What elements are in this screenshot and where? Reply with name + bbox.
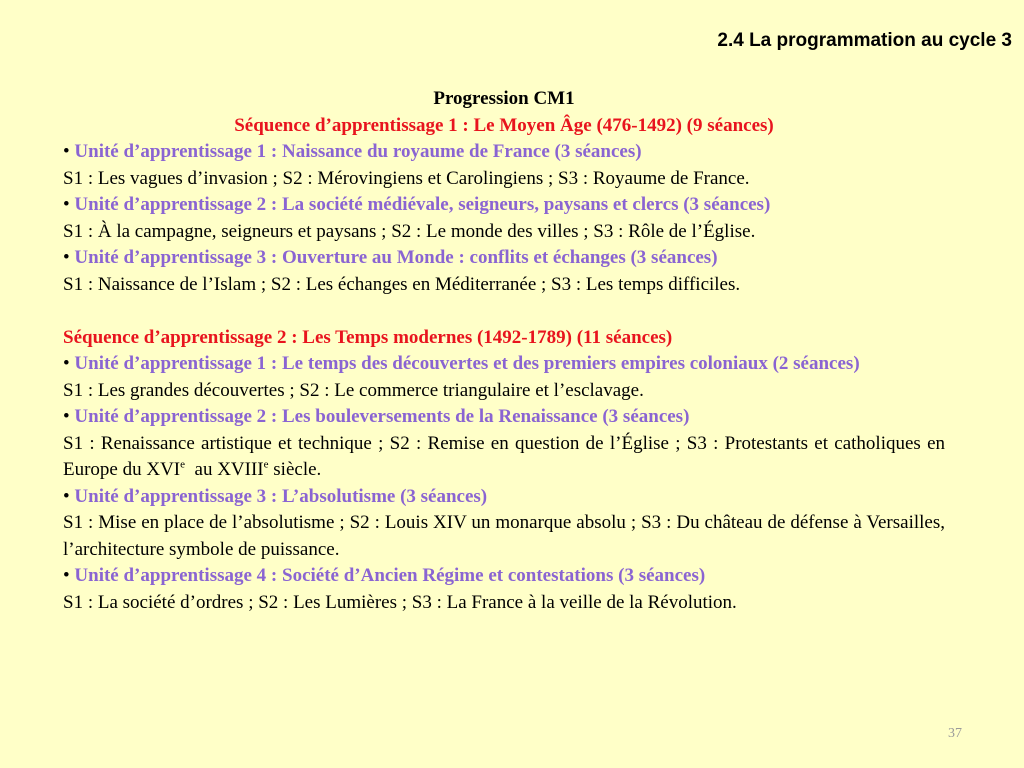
- unit-2-1-sessions: S1 : Les grandes découvertes ; S2 : Le commerce triangulaire et l’esclavage.: [63, 379, 644, 401]
- bullet: •: [63, 141, 70, 162]
- unit-2-2-sessions-part3: siècle.: [268, 459, 322, 480]
- unit-2-3-sessions: S1 : Mise en place de l’absolutisme ; S2 : Louis XIV un monarque absolu ; S3 : Du château de défense à Versailles, l’architecture symbole de puissance.: [63, 512, 945, 560]
- unit-1-2-title: Unité d’apprentissage 2 : La société médiévale, seigneurs, paysans et clercs (3 séances): [74, 194, 771, 215]
- bullet: •: [63, 247, 70, 268]
- unit-2-1-title: Unité d’apprentissage 1 : Le temps des découvertes et des premiers empires coloniaux (2 séances): [74, 353, 860, 374]
- bullet: •: [63, 353, 70, 374]
- unit-2-1: [63, 351, 945, 378]
- unit-2-4: [63, 563, 945, 590]
- superscript-e: e: [180, 458, 186, 471]
- unit-1-3: [63, 245, 945, 272]
- sequence-2-title: Séquence d’apprentissage 2 : Les Temps modernes (1492-1789) (11 séances): [63, 326, 673, 348]
- unit-1-2-sessions: S1 : À la campagne, seigneurs et paysans ; S2 : Le monde des villes ; S3 : Rôle de l’Église.: [63, 220, 756, 242]
- bullet: •: [63, 565, 70, 586]
- slide-section-title: 2.4 La programmation au cycle 3: [717, 30, 1012, 51]
- unit-2-2: [63, 404, 945, 431]
- unit-1-1-title: Unité d’apprentissage 1 : Naissance du royaume de France (3 séances): [74, 141, 642, 162]
- slide-content: [63, 86, 945, 616]
- unit-1-3-sessions: S1 : Naissance de l’Islam ; S2 : Les échanges en Méditerranée ; S3 : Les temps difficiles.: [63, 273, 741, 295]
- bullet: •: [63, 485, 70, 507]
- bullet: •: [63, 406, 70, 427]
- unit-2-4-sessions: S1 : La société d’ordres ; S2 : Les Lumières ; S3 : La France à la veille de la Révolution.: [63, 591, 737, 613]
- unit-2-2-sessions-part1: S1 : Renaissance artistique et technique ; S2 : Remise en question de l’Église ; S3 : Protestants et catholiques en Europe du XVI: [63, 432, 945, 480]
- unit-2-3: [63, 484, 945, 511]
- unit-1-1-sessions: S1 : Les vagues d’invasion ; S2 : Mérovingiens et Carolingiens ; S3 : Royaume de France.: [63, 167, 750, 189]
- page-number: 37: [948, 726, 962, 741]
- unit-1-1: [63, 139, 945, 166]
- unit-2-4-title: Unité d’apprentissage 4 : Société d’Ancien Régime et contestations (3 séances): [74, 565, 706, 586]
- unit-2-2-sessions: [63, 431, 945, 484]
- unit-2-3-title: Unité d’apprentissage 3 : L’absolutisme (3 séances): [74, 485, 488, 507]
- unit-2-2-title: Unité d’apprentissage 2 : Les bouleversements de la Renaissance (3 séances): [74, 406, 690, 427]
- superscript-e: e: [263, 458, 269, 471]
- spacer: [63, 298, 945, 325]
- sequence-1-title: Séquence d’apprentissage 1 : Le Moyen Âge (476-1492) (9 séances): [234, 114, 774, 136]
- unit-1-2: [63, 192, 945, 219]
- progression-title: Progression CM1: [433, 88, 575, 109]
- bullet: •: [63, 194, 70, 215]
- unit-2-2-sessions-part2: au XVIII: [185, 459, 264, 480]
- unit-1-3-title: Unité d’apprentissage 3 : Ouverture au Monde : conflits et échanges (3 séances): [74, 247, 718, 268]
